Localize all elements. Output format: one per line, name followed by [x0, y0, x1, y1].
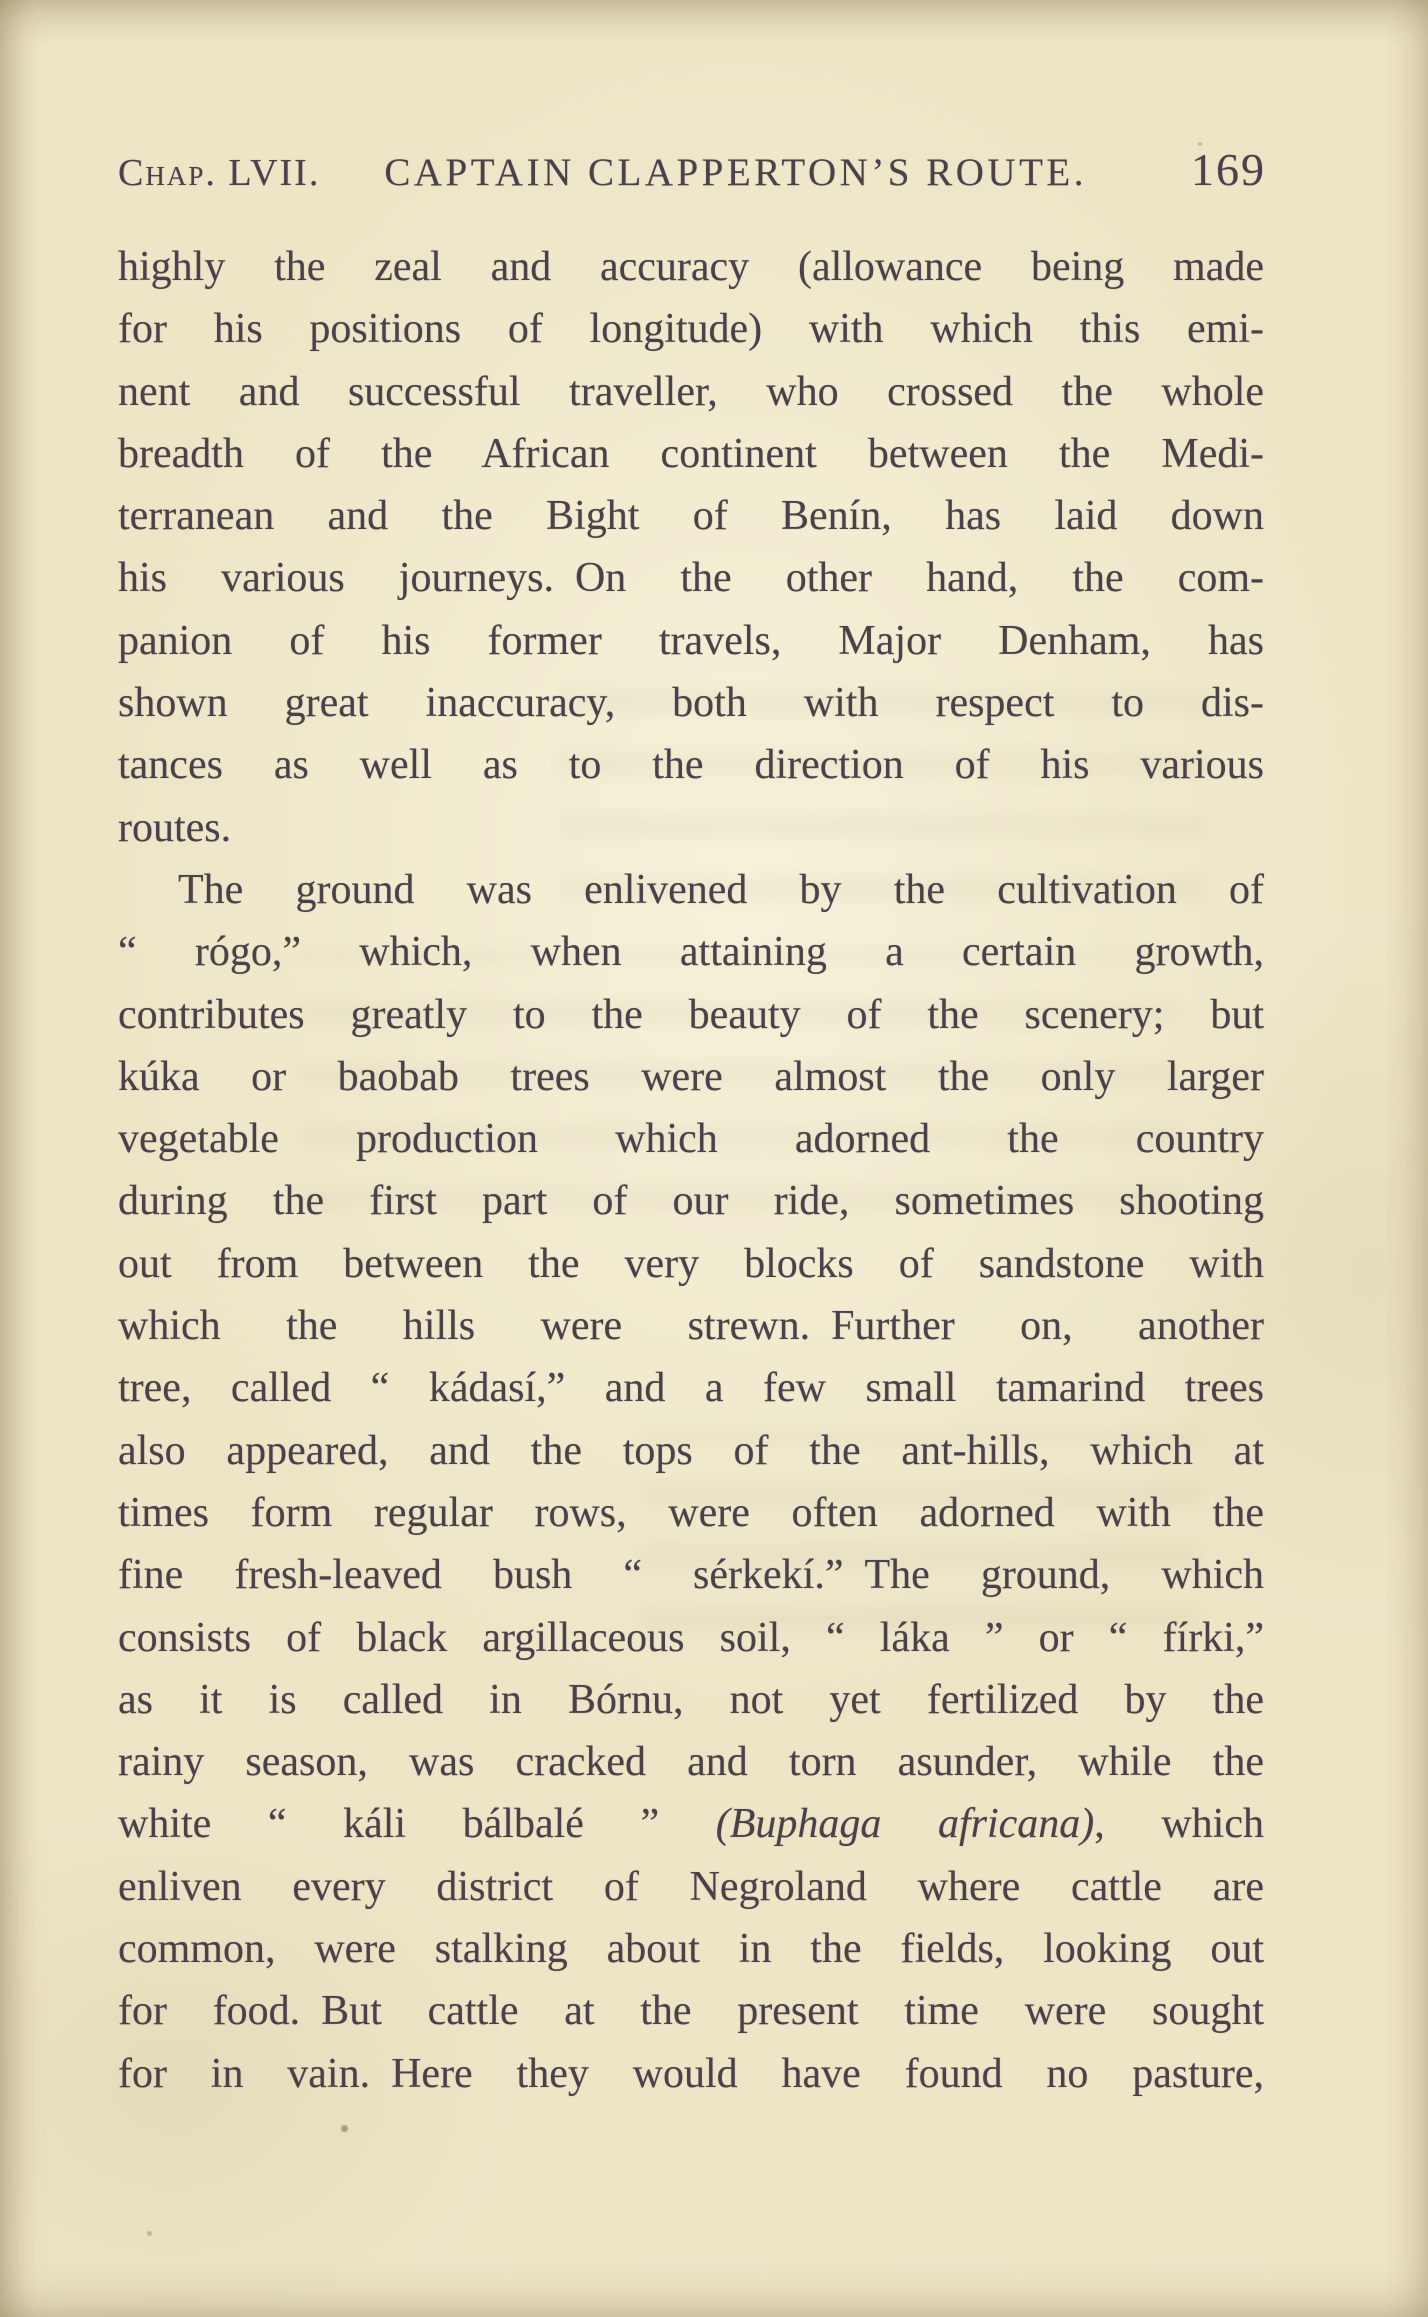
text-segment: as it is called in Bórnu, not yet fertilized by the [118, 1676, 1264, 1723]
text-line [118, 236, 1264, 298]
running-title: CAPTAIN CLAPPERTON’S ROUTE. [384, 151, 1087, 194]
text-line [118, 610, 1264, 672]
text-segment: consists of black argillaceous soil, “ láka ” or “ fírki,” [118, 1614, 1264, 1661]
text-line [118, 547, 1264, 609]
chapter-label: Chap. LVII. [118, 152, 321, 194]
text-segment: breadth of the African continent between the Medi- [118, 430, 1264, 477]
page-number: 169 [1191, 144, 1266, 195]
text-line [118, 361, 1264, 423]
text-line [118, 1233, 1264, 1295]
page-text [118, 236, 1264, 2105]
text-line [118, 859, 1264, 921]
text-line [118, 485, 1264, 547]
text-segment: rainy season, was cracked and torn asunder, while the [118, 1739, 1264, 1786]
text-line [118, 1108, 1264, 1170]
text-line [118, 1170, 1264, 1232]
text-line [118, 298, 1264, 360]
text-line [118, 1980, 1264, 2042]
text-segment: times form regular rows, were often adorned with the [118, 1489, 1264, 1536]
text-segment: highly the zeal and accuracy (allowance being made [118, 244, 1264, 290]
text-line [118, 672, 1264, 734]
paper-speck [341, 2125, 348, 2132]
text-line [118, 797, 1264, 859]
text-segment: out from between the very blocks of sandstone with [118, 1240, 1264, 1287]
text-line [118, 1918, 1264, 1980]
text-line [118, 984, 1264, 1046]
text-segment: for in vain. Here they would have found no pasture, [118, 2050, 1264, 2097]
page-header [118, 143, 1266, 196]
text-line [118, 1731, 1264, 1793]
text-line [118, 921, 1264, 983]
text-segment: for his positions of longitude) with which this emi- [118, 306, 1264, 353]
text-line [118, 1046, 1264, 1108]
text-segment: which the hills were strewn. Further on, another [118, 1303, 1264, 1350]
text-segment: also appeared, and the tops of the ant-hills, which at [118, 1427, 1264, 1474]
text-line [118, 1357, 1264, 1419]
text-line [118, 1420, 1264, 1482]
text-line [118, 734, 1264, 796]
text-line [118, 1793, 1264, 1855]
text-segment: for food. But cattle at the present time were sought [118, 1988, 1264, 2035]
text-segment: tances as well as to the direction of his various [118, 742, 1264, 789]
text-line [118, 1295, 1264, 1357]
text-segment: enliven every district of Negroland where cattle are [118, 1863, 1264, 1910]
text-line [118, 1607, 1264, 1669]
paper-speck [147, 2231, 152, 2236]
text-line [118, 1669, 1264, 1731]
text-segment: white “ káli bálbalé ” [118, 1801, 716, 1848]
text-segment: contributes greatly to the beauty of the scenery; but [118, 991, 1264, 1038]
text-segment: routes. [118, 804, 232, 851]
text-segment: tree, called “ kádasí,” and a few small tamarind trees [118, 1365, 1264, 1412]
italic-text-segment: (Buphaga africana) [715, 1801, 1095, 1848]
text-line [118, 2043, 1264, 2105]
text-segment: , which [1094, 1801, 1264, 1848]
text-segment: The ground was enlivened by the cultivation of [178, 866, 1264, 913]
text-segment: kúka or baobab trees were almost the only larger [118, 1053, 1264, 1100]
text-segment: his various journeys. On the other hand, the com- [118, 555, 1264, 602]
text-segment: “ rógo,” which, when attaining a certain growth, [118, 929, 1264, 976]
text-segment: panion of his former travels, Major Denham, has [118, 617, 1264, 664]
text-segment: terranean and the Bight of Benín, has laid down [118, 493, 1264, 540]
text-segment: shown great inaccuracy, both with respect to dis- [118, 680, 1264, 727]
text-segment: vegetable production which adorned the country [118, 1116, 1264, 1163]
text-line [118, 1856, 1264, 1918]
text-segment: nent and successful traveller, who crossed the whole [118, 368, 1264, 415]
text-segment: during the first part of our ride, sometimes shooting [118, 1178, 1264, 1225]
text-segment: common, were stalking about in the fields, looking out [118, 1926, 1264, 1973]
text-segment: fine fresh-leaved bush “ sérkekí.” The ground, which [118, 1552, 1264, 1599]
text-line [118, 1482, 1264, 1544]
text-line [118, 1544, 1264, 1606]
text-line [118, 423, 1264, 485]
